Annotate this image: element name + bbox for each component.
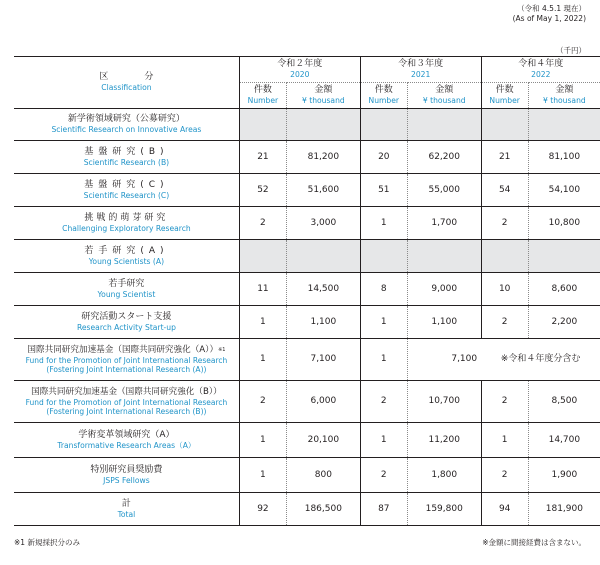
count-header: 件数 Number xyxy=(481,83,528,109)
row-label: 特別研究員奨励費 JSPS Fellows xyxy=(14,458,239,493)
table-row: 基盤研究(B) Scientific Research (B) 21 81,200 20 62,200 21 81,100 xyxy=(14,141,600,174)
amount-header: 金額 ¥ thousand xyxy=(528,83,600,109)
year-header-2020: 令和２年度 2020 xyxy=(239,57,360,83)
classification-header: 区 分 Classification xyxy=(14,57,239,109)
as-of-date xyxy=(513,4,586,24)
table-row-total: 計 Total 92 186,500 87 159,800 94 181,900 xyxy=(14,493,600,526)
row-label: 基盤研究(B) Scientific Research (B) xyxy=(14,141,239,174)
as-of-jp: （令和 4.5.1 現在） xyxy=(517,4,586,13)
footnote-amount: ※金額に間接経費は含まない。 xyxy=(482,538,586,547)
grants-table xyxy=(14,56,600,526)
row-label: 新学術領域研究（公募研究） Scientific Research on Innovative Areas xyxy=(14,109,239,141)
table-row: 挑戦的萌芽研究 Challenging Exploratory Research 2 3,000 1 1,700 2 10,800 xyxy=(14,207,600,240)
row-label: 若手研究(A) Young Scientists (A) xyxy=(14,240,239,273)
count-header: 件数 Number xyxy=(360,83,407,109)
amount-header: 金額 ¥ thousand xyxy=(407,83,481,109)
row-note: ※令和４年度分含む xyxy=(481,339,600,381)
amount-header: 金額 ¥ thousand xyxy=(286,83,360,109)
unit-label: （千円） xyxy=(556,46,586,55)
table-row: 若手研究 Young Scientist 11 14,500 8 9,000 10 8,600 xyxy=(14,273,600,306)
row-label: 若手研究 Young Scientist xyxy=(14,273,239,306)
table-row: 研究活動スタート支援 Research Activity Start-up 1 1,100 1 1,100 2 2,200 xyxy=(14,306,600,339)
row-label: 国際共同研究加速基金（国際共同研究強化（B）） Fund for the Promotion of Joint International Research (Fostering Joint International Research (B)) xyxy=(14,381,239,423)
table-row: 特別研究員奨励費 JSPS Fellows 1 800 2 1,800 2 1,900 xyxy=(14,458,600,493)
row-label: 計 Total xyxy=(14,493,239,526)
footnote-1: ※1 新規採択分のみ xyxy=(14,538,80,547)
count-header: 件数 Number xyxy=(239,83,286,109)
as-of-en: (As of May 1, 2022) xyxy=(512,14,586,23)
row-label: 研究活動スタート支援 Research Activity Start-up xyxy=(14,306,239,339)
table-row: 基盤研究(C) Scientific Research (C) 52 51,600 51 55,000 54 54,100 xyxy=(14,174,600,207)
year-header-2022: 令和４年度 2022 xyxy=(481,57,600,83)
table-row: 学術変革領域研究（A） Transformative Research Areas（A） 1 20,100 1 11,200 1 14,700 xyxy=(14,423,600,458)
row-label: 挑戦的萌芽研究 Challenging Exploratory Research xyxy=(14,207,239,240)
year-header-2021: 令和３年度 2021 xyxy=(360,57,481,83)
row-label: 学術変革領域研究（A） Transformative Research Areas（A） xyxy=(14,423,239,458)
table-row xyxy=(14,109,600,141)
table-row: 国際共同研究加速基金（国際共同研究強化（A））$^{※1}$ Fund for the Promotion of Joint International Research (Fostering Joint International Research (A)) 1 7,100 1 7,100 ※令和４年度分含む xyxy=(14,339,600,381)
table-row: 国際共同研究加速基金（国際共同研究強化（B）） Fund for the Promotion of Joint International Research (Fostering Joint International Research (B)) 2 6,000 2 10,700 2 8,500 xyxy=(14,381,600,423)
row-label: 国際共同研究加速基金（国際共同研究強化（A））$^{※1}$ Fund for the Promotion of Joint International Research (Fostering Joint International Research (A)) xyxy=(14,339,239,381)
row-label: 基盤研究(C) Scientific Research (C) xyxy=(14,174,239,207)
table-row xyxy=(14,240,600,273)
